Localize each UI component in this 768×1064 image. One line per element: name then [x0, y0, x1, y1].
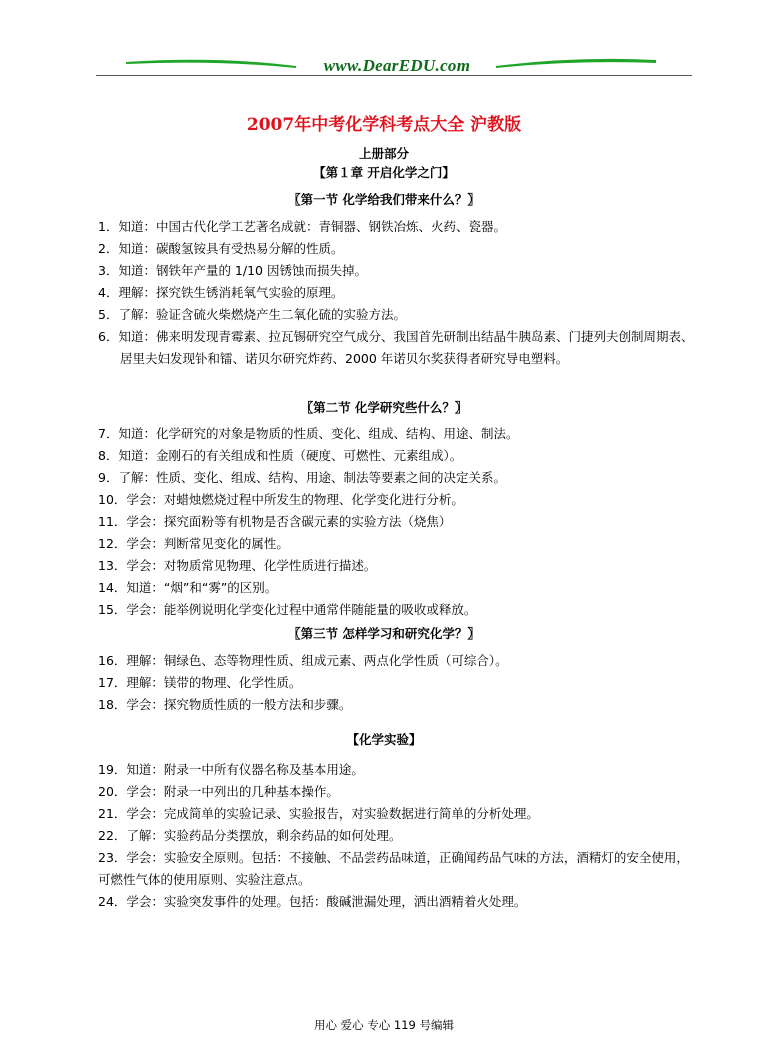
list-item: 7．知道：化学研究的对象是物质的性质、变化、组成、结构、用途、制法。 — [98, 426, 519, 441]
section-heading: 〖第一节 化学给我们带来什么？〗 — [288, 192, 480, 207]
list-item: 15．学会：能举例说明化学变化过程中通常伴随能量的吸收或释放。 — [98, 602, 477, 617]
list-item: 16．理解：铜绿色、态等物理性质、组成元素、两点化学性质（可综合）。 — [98, 653, 508, 668]
list-item: 24．学会：实验突发事件的处理。包括：酸碱泄漏处理，洒出酒精着火处理。 — [98, 894, 527, 909]
list-item: 11．学会：探究面粉等有机物是否含碳元素的实验方法（烧焦） — [98, 514, 452, 529]
page-footer: 用心 爱心 专心 119 号编辑 — [313, 1018, 455, 1032]
list-item: 2．知道：碳酸氢铵具有受热易分解的性质。 — [98, 241, 344, 256]
section-heading: 【化学实验】 — [346, 732, 422, 747]
list-item: 3．知道：钢铁年产量的 1/10 因锈蚀而损失掉。 — [98, 263, 367, 278]
list-item: 19．知道：附录一中所有仪器名称及基本用途。 — [98, 762, 364, 777]
part-heading: 上册部分 — [358, 146, 409, 161]
list-item: 18．学会：探究物质性质的一般方法和步骤。 — [98, 697, 352, 712]
chapter-heading: 【第１章 开启化学之门】 — [313, 165, 455, 180]
header-divider — [96, 75, 692, 76]
list-item: 14．知道：“烟”和“雾”的区别。 — [98, 580, 278, 595]
list-item: 13．学会：对物质常见物理、化学性质进行描述。 — [98, 558, 377, 573]
list-item: 10．学会：对蜡烛燃烧过程中所发生的物理、化学变化进行分析。 — [98, 492, 464, 507]
list-item: 23．学会：实验安全原则。包括：不接触、不品尝药品味道，正确闻药品气味的方法，酒精灯的安全使用，可燃性气体的使用原则、实验注意点。 — [98, 850, 689, 887]
list-item: 20．学会：附录一中列出的几种基本操作。 — [98, 784, 339, 799]
list-item: 4．理解：探究铁生锈消耗氧气实验的原理。 — [98, 285, 344, 300]
page-header — [96, 52, 692, 78]
list-item: 12．学会：判断常见变化的属性。 — [98, 536, 289, 551]
list-item: 1．知道：中国古代化学工艺著名成就：青铜器、钢铁冶炼、火药、瓷器。 — [98, 219, 506, 234]
list-item: 21．学会：完成简单的实验记录、实验报告，对实验数据进行简单的分析处理。 — [98, 806, 539, 821]
list-item: 5．了解：验证含硫火柴燃烧产生二氧化硫的实验方法。 — [98, 307, 406, 322]
list-item: 17．理解：镁带的物理、化学性质。 — [98, 675, 302, 690]
list-item: 22．了解：实验药品分类摆放，剩余药品的如何处理。 — [98, 828, 402, 843]
list-item: 8．知道：金刚石的有关组成和性质（硬度、可燃性、元素组成）。 — [98, 448, 463, 463]
list-item: 6．知道：佛来明发现青霉素、拉瓦锡研究空气成分、我国首先研制出结晶牛胰岛素、门捷列夫创制周期表、居里夫妇发现钋和镭、诺贝尔研究炸药、2000 年诺贝尔奖获得者研究导电塑料。 — [98, 329, 694, 366]
section-heading: 〖第二节 化学研究些什么？〗 — [300, 400, 468, 415]
document-title: 2007年中考化学科考点大全 沪教版 — [246, 115, 522, 135]
header-site-url: www.DearEDU.com — [323, 56, 471, 75]
list-item: 9．了解：性质、变化、组成、结构、用途、制法等要素之间的决定关系。 — [98, 470, 506, 485]
section-heading: 〖第三节 怎样学习和研究化学？〗 — [288, 626, 480, 641]
